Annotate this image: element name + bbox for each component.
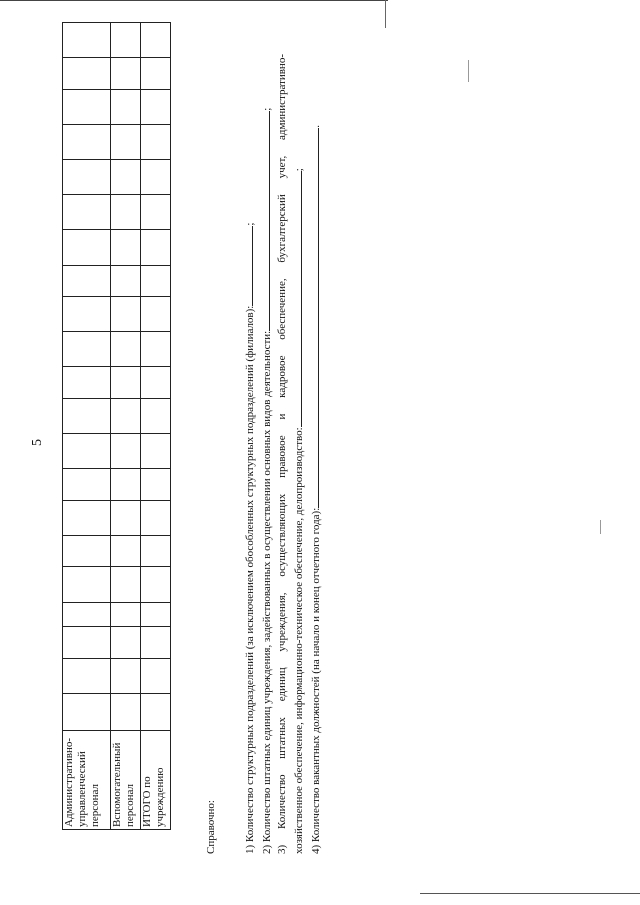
- row-label-line: персонал: [124, 783, 136, 827]
- note-item-3-line-2: [290, 54, 307, 854]
- empty-cell: [63, 160, 111, 195]
- empty-cell: [63, 332, 111, 367]
- empty-cell: [63, 602, 111, 626]
- empty-cell: [63, 265, 111, 297]
- empty-cell: [111, 23, 141, 58]
- empty-cell: [141, 89, 171, 124]
- table-row: [141, 23, 171, 830]
- empty-cell: [63, 89, 111, 124]
- table-row: [63, 23, 111, 830]
- empty-cell: [141, 500, 171, 535]
- empty-cell: [141, 58, 171, 90]
- notes-heading: Справочно:: [205, 800, 217, 854]
- note-item-1-blank: [241, 226, 253, 306]
- empty-cell: [141, 332, 171, 367]
- empty-cell: [141, 125, 171, 160]
- empty-cell: [111, 567, 141, 602]
- note-item-2-suffix: ;: [261, 107, 273, 111]
- empty-cell: [141, 567, 171, 602]
- row-label-line: Административно-: [63, 737, 75, 827]
- empty-cell: [111, 230, 141, 265]
- empty-cell: [141, 469, 171, 501]
- empty-cell: [111, 160, 141, 195]
- empty-cell: [63, 500, 111, 535]
- row-label-cell: [63, 730, 111, 829]
- empty-cell: [63, 297, 111, 332]
- note-item-4-blank: [307, 128, 319, 508]
- empty-cell: [111, 469, 141, 501]
- empty-cell: [111, 535, 141, 567]
- empty-cell: [111, 125, 141, 160]
- empty-cell: [63, 658, 111, 693]
- empty-cell: [63, 230, 111, 265]
- empty-cell: [63, 627, 111, 659]
- empty-cell: [141, 367, 171, 399]
- scan-edge-bottom: [420, 893, 640, 894]
- empty-cell: [141, 693, 171, 730]
- empty-cell: [63, 125, 111, 160]
- note-item-1-text: 1) Количество структурных подразделений (за исключением обособленных структурных подразделений (филиалов):: [244, 305, 256, 854]
- empty-cell: [111, 658, 141, 693]
- empty-cell: [63, 434, 111, 469]
- scan-speck: [468, 60, 469, 82]
- empty-cell: [111, 297, 141, 332]
- note-item-4-text: 4) Количество вакантных должностей (на начало и конец отчетного года):: [310, 507, 322, 854]
- empty-cell: [63, 367, 111, 399]
- row-label-line: управленческий: [76, 751, 88, 827]
- empty-cell: [63, 469, 111, 501]
- empty-cell: [111, 434, 141, 469]
- empty-cell: [141, 434, 171, 469]
- row-label-cell: [111, 730, 141, 829]
- note-item-2: [258, 54, 275, 854]
- row-label-line: персонал: [89, 783, 101, 827]
- note-item-3-text2: хозяйственное обеспечение, информационно-техническое обеспечение, делопроизводство:: [293, 427, 305, 854]
- page-number: 5: [30, 439, 45, 446]
- reference-notes: [204, 54, 324, 854]
- row-label-line: учреждению: [154, 767, 166, 827]
- note-item-4-suffix: .: [310, 124, 322, 128]
- scan-edge-top: [0, 0, 388, 1]
- empty-cell: [141, 297, 171, 332]
- note-item-4: [307, 54, 324, 854]
- empty-cell: [141, 230, 171, 265]
- empty-cell: [63, 567, 111, 602]
- row-label-line: ИТОГО по: [141, 776, 153, 827]
- empty-cell: [63, 58, 111, 90]
- empty-cell: [111, 500, 141, 535]
- empty-cell: [141, 23, 171, 58]
- note-item-1-suffix: ;: [244, 222, 256, 226]
- empty-cell: [63, 398, 111, 433]
- empty-cell: [63, 693, 111, 730]
- empty-cell: [141, 195, 171, 230]
- empty-cell: [141, 160, 171, 195]
- empty-cell: [111, 58, 141, 90]
- empty-cell: [111, 367, 141, 399]
- table-row: [111, 23, 141, 830]
- scan-speck: [600, 520, 601, 534]
- note-item-2-text: 2) Количество штатных единиц учреждения, задействованных в осуществлении основных видов деятельности:: [261, 330, 273, 854]
- empty-cell: [111, 265, 141, 297]
- empty-cell: [63, 535, 111, 567]
- rotated-page-content: [30, 22, 330, 862]
- empty-cell: [111, 332, 141, 367]
- empty-cell: [63, 23, 111, 58]
- empty-cell: [141, 602, 171, 626]
- empty-cell: [111, 627, 141, 659]
- empty-cell: [111, 195, 141, 230]
- row-label-cell: [141, 730, 171, 829]
- empty-cell: [111, 398, 141, 433]
- note-item-3-suffix: ;: [293, 168, 305, 172]
- note-item-1: [241, 54, 258, 854]
- empty-cell: [111, 89, 141, 124]
- empty-cell: [111, 693, 141, 730]
- scan-edge-right: [385, 0, 386, 28]
- empty-cell: [141, 265, 171, 297]
- empty-cell: [111, 602, 141, 626]
- empty-cell: [141, 658, 171, 693]
- empty-cell: [141, 627, 171, 659]
- note-item-3-blank: [290, 171, 302, 427]
- note-item-2-blank: [258, 111, 270, 331]
- row-label-line: Вспомогательный: [111, 742, 123, 827]
- empty-cell: [141, 535, 171, 567]
- note-item-3-line-1: 3) Количество штатных единиц учреждения, осуществляющих правовое и кадровое обеспечение, бухгалтерский учет, административно-: [276, 54, 288, 854]
- empty-cell: [141, 398, 171, 433]
- empty-cell: [63, 195, 111, 230]
- staff-table: [62, 22, 171, 830]
